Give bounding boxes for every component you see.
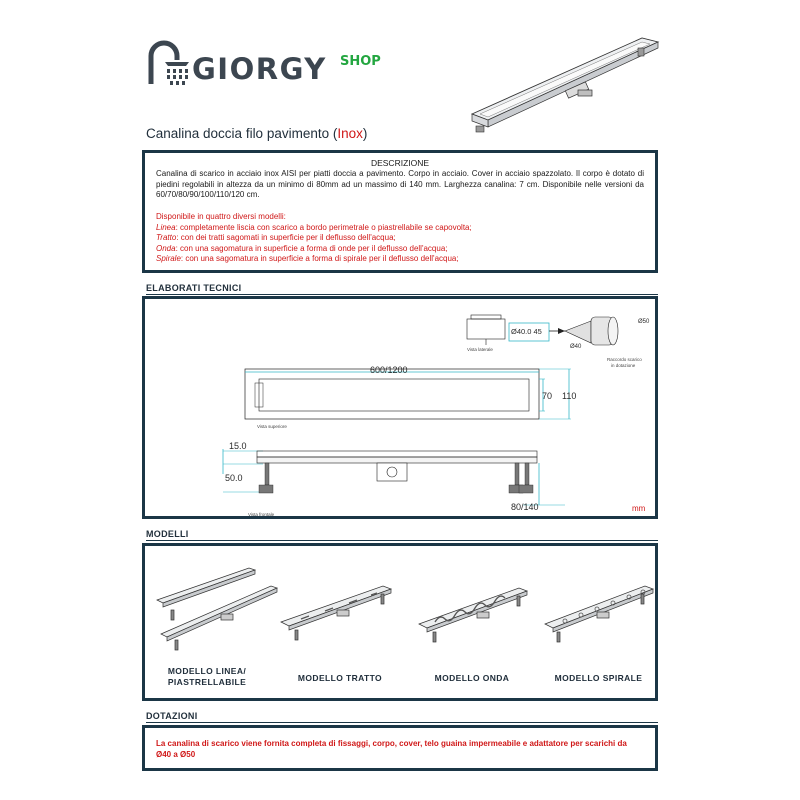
model-label-onda: MODELLO ONDA bbox=[434, 673, 510, 683]
description-heading: DESCRIZIONE bbox=[370, 158, 430, 168]
product-illustration bbox=[466, 34, 662, 138]
dim-d40: Ø40 bbox=[570, 344, 582, 350]
equipment-label: DOTAZIONI bbox=[146, 711, 198, 721]
dim-height: 80/140 bbox=[511, 502, 539, 512]
model-desc-linea: Linea: completamente liscia con scarico a bordo perimetrale o piastrellabile se capovolta; bbox=[156, 222, 472, 232]
technical-drawing bbox=[145, 299, 655, 516]
models-divider bbox=[146, 540, 658, 541]
technical-label: ELABORATI TECNICI bbox=[146, 283, 242, 293]
equipment-divider bbox=[146, 722, 658, 723]
technical-box bbox=[142, 296, 658, 519]
dim-length: 600/1200 bbox=[370, 365, 408, 375]
dim-d50: Ø50 bbox=[638, 319, 650, 325]
technical-divider bbox=[146, 294, 658, 295]
adapter-caption-1: Raccordo scarico bbox=[607, 357, 642, 362]
model-label-linea: MODELLO LINEA/ PIASTRELLABILE bbox=[167, 666, 247, 687]
description-box bbox=[142, 150, 658, 273]
model-desc-tratto: Tratto: con dei tratti sagomati in superficie per il deflusso dell'acqua; bbox=[156, 233, 396, 243]
brand-name: GIORGY bbox=[192, 52, 327, 86]
dim-15: 15.0 bbox=[229, 441, 247, 451]
dim-d40-45: Ø40.0 45 bbox=[511, 327, 542, 336]
models-box bbox=[142, 543, 658, 701]
view-front-label: Vista frontale bbox=[248, 512, 275, 517]
dim-width-inner: 70 bbox=[542, 391, 553, 401]
dim-50: 50.0 bbox=[225, 473, 243, 483]
model-label-tratto: MODELLO TRATTO bbox=[297, 673, 383, 683]
description-body: Canalina di scarico in acciaio inox AISI per piatti doccia a pavimento. Corpo in acciaio. Cover in acciaio spazzolato. Il corpo è dotato di piedini regolabili in altezza da un minimo di 80mm ad un massimo di 140 mm. Larghezza canalina: 7 cm. Disponibile nelle versioni da 60/70/80/90/100/110/120 cm. bbox=[156, 169, 644, 200]
equipment-box bbox=[142, 725, 658, 771]
unit-label: mm bbox=[632, 504, 646, 513]
brand-shop: SHOP bbox=[340, 54, 381, 69]
view-top-label: Vista superiore bbox=[257, 424, 287, 429]
adapter-caption-2: in dotazione bbox=[611, 363, 636, 368]
dim-width-outer: 110 bbox=[562, 391, 577, 401]
page-title: Canalina doccia filo pavimento (Inox) bbox=[146, 126, 368, 141]
model-desc-spirale: Spirale: con una sagomatura in superficie a forma di spirale per il deflusso dell'acqua; bbox=[156, 254, 459, 264]
shower-logo-icon bbox=[145, 40, 189, 86]
equipment-text: La canalina di scarico viene fornita completa di fissaggi, corpo, cover, telo guaina impermeabile e adattatore per scarichi da Ø40 a Ø50 bbox=[156, 739, 627, 759]
models-list-title: Disponibile in quattro diversi modelli: bbox=[156, 212, 286, 221]
model-desc-onda: Onda: con una sagomatura in superficie a forma di onde per il deflusso dell'acqua; bbox=[156, 243, 448, 253]
models-label: MODELLI bbox=[146, 529, 189, 539]
models-list bbox=[156, 212, 644, 265]
model-label-spirale: MODELLO SPIRALE bbox=[554, 673, 643, 683]
view-side-label: Vista laterale bbox=[467, 347, 493, 352]
models-illustrations bbox=[145, 546, 655, 664]
